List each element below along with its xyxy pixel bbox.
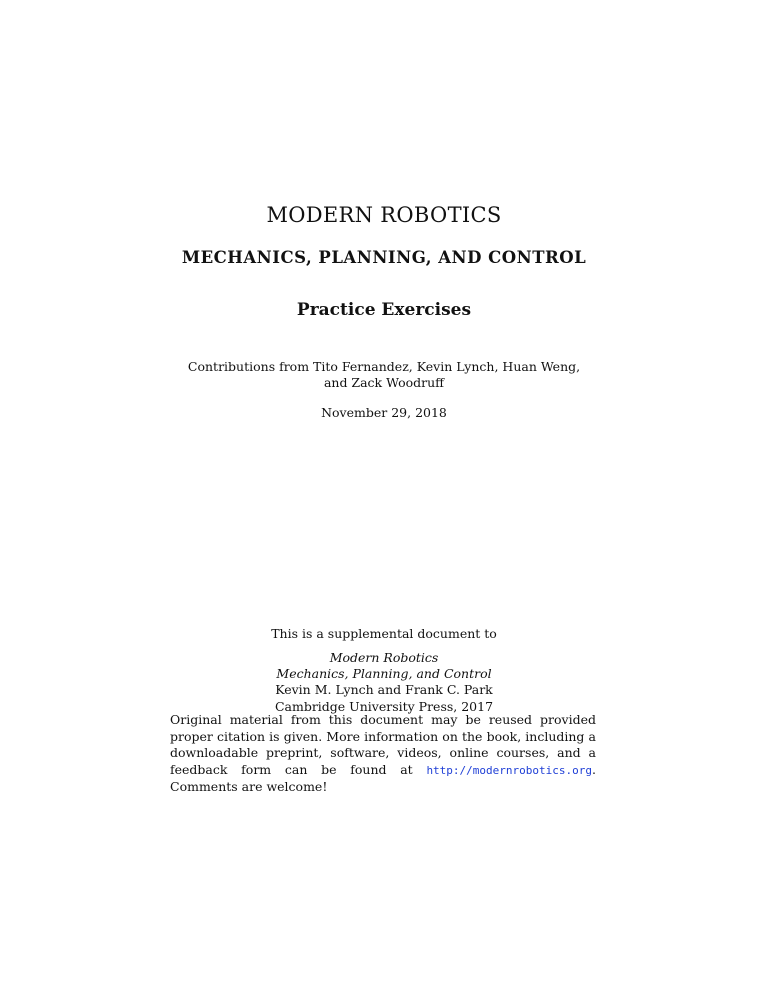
document-date: November 29, 2018 [321,405,447,420]
document-subtitle: MECHANICS, PLANNING, AND CONTROL [181,248,587,267]
book-reference [0,650,768,715]
section-heading: Practice Exercises [296,300,472,320]
notice-text-before: Original material from this document may be reused provided proper citation is given. More information on the book, including a downloadable preprint, software, videos, online courses, and a feedback form can be found at [170,712,596,777]
notice-text-after: . Comments are welcome! [170,761,596,794]
supplement-intro: This is a supplemental document to [271,626,497,641]
notice-paragraph [170,712,596,796]
book-authors: Kevin M. Lynch and Frank C. Park [275,682,493,698]
book-subtitle: Mechanics, Planning, and Control [276,666,492,682]
book-title: Modern Robotics [329,650,439,665]
contributors-line: Contributions from Tito Fernandez, Kevin Lynch, Huan Weng, and Zack Woodruff [187,359,581,390]
book-publisher: Cambridge University Press, 2017 [274,698,494,714]
website-link[interactable]: http://modernrobotics.org [426,763,593,777]
document-title: MODERN ROBOTICS [266,203,502,227]
